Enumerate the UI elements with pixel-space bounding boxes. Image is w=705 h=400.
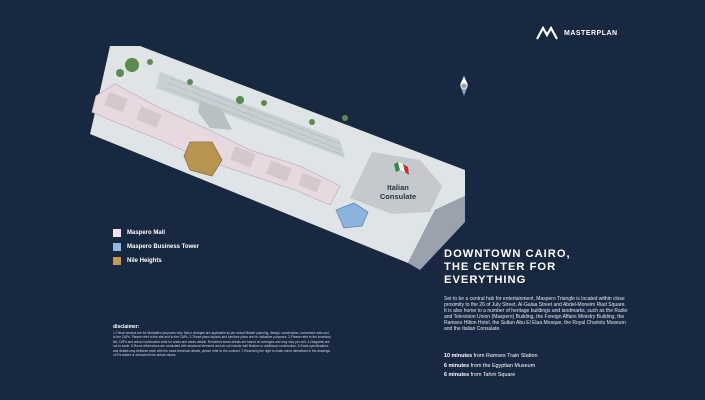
distance-time: 10 minutes: [444, 353, 473, 359]
legend-swatch-business-tower: [113, 243, 121, 251]
legend-label-business-tower: Maspero Business Tower: [127, 243, 199, 250]
disclaimer-text: 1-These renders are for illustration purposes only. Minor changes are applicable as per actual Master planning, design, construction, consumed units and to the CAPs. Please refer to the site and to the CAPs. 2-These plans layouts and furniture plans are for indicative purposes. 3-Please refer to the inventory list, CAPs and actual constructed units for areas and areas details. Rendered areas details are based on averages and may vary per unit. 4-Diagrams are not to scale. 5-Room dimensions are consistent with structural elements and do not include wall finishes or additional construction. 6-Exact specifications and details may between each with the exact technical details, please refer to the contract. 7-Reserving the right to make minor alterations in the drawings of 5% added or deducted from actual values.: [113, 331, 331, 358]
distance-place: from the Egyptian Museum: [469, 362, 536, 369]
disclaimer: [113, 324, 331, 357]
body-text: Set to be a central hub for entertainment, Maspero Triangle is located within close proximity to the 26 of July Street, Al-Galaa Street and Abdel-Moneim Riad Square. It is also home to a number of heritage buildings and landmarks, such as the Radio and Television Union (Maspero) Building, the Foreign Affairs Ministry Building, the Ramses Hilton Hotel, the Sultan Abu El Elaa Mosque, the Royal Chariots Museum and the Italian Consulate.: [444, 296, 628, 333]
brand-name: MASTERPLAN: [564, 29, 618, 37]
distance-time: 6 minutes: [444, 372, 470, 378]
legend-label-mall: Maspero Mall: [127, 229, 166, 236]
distances: [444, 352, 537, 381]
legend-item-nile-heights: [113, 254, 199, 267]
headline-line-2: THE CENTER FOR: [444, 260, 557, 273]
legend-label-nile-heights: Nile Heights: [127, 257, 162, 264]
legend-item-mall: [113, 226, 199, 239]
distance-time: 6 minutes: [444, 362, 470, 369]
legend-item-business-tower: [113, 240, 199, 253]
distance-place: from Tahrir Square: [469, 372, 516, 378]
headline: [444, 248, 604, 286]
distance-item: [444, 371, 537, 381]
disclaimer-title: disclaimer:: [113, 324, 140, 330]
headline-line-1: DOWNTOWN CAIRO,: [444, 248, 571, 260]
consulate-label-line1: Italian: [387, 183, 409, 192]
distance-item: [444, 362, 537, 372]
consulate-label-line2: Consulate: [379, 192, 417, 201]
distance-place: from Ramses Train Station: [472, 353, 538, 359]
legend: [113, 226, 199, 268]
headline-line-3: EVERYTHING: [444, 273, 527, 286]
legend-swatch-nile-heights: [113, 257, 121, 265]
legend-swatch-mall: [113, 229, 121, 237]
distance-item: [444, 352, 537, 362]
